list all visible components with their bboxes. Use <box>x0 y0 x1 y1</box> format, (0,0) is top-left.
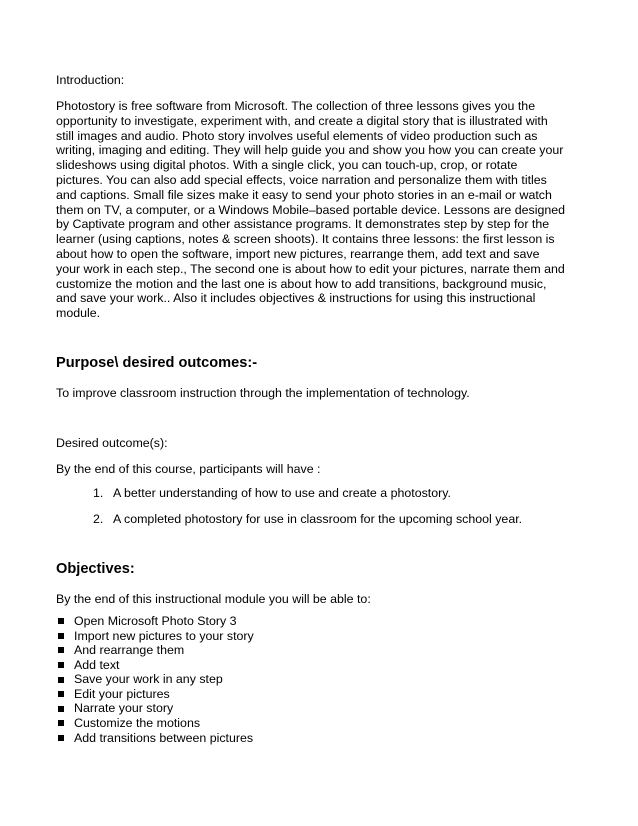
purpose-title: Purpose\ desired outcomes:- <box>56 355 258 371</box>
list-item <box>56 687 254 702</box>
objective-text: Customize the motions <box>74 716 201 731</box>
square-bullet-icon <box>58 677 64 683</box>
list-item <box>56 658 254 673</box>
introduction-paragraph: Photostory is free software from Microsoft. The collection of three lessons gives you the opportunity to investigate, experiment with, and create a digital story that is illustrated with still images and audio. Photo story involves useful elements of video production such as writing, imaging and editing. They will help guide you and show you how you can create your slideshows using digital photos. With a single click, you can touch-up, crop, or rotate pictures. You can also add special effects, voice narration and personalize them with titles and captions. Small file sizes make it easy to send your photo stories in an e-mail or watch them on TV, a computer, or a Windows Mobile–based portable device. Lessons are designed by Captivate program and other assistance programs. It demonstrates step by step for the learner (using captions, notes & screen shoots). It contains three lessons: the first lesson is about how to open the software, import new pictures, rearrange them, add text and save your work in each step., The second one is about how to edit your pictures, narrate them and customize the motion and the last one is about how to add transitions, background music, and save your work.. Also it includes objectives & instructions for using this instructional module. <box>56 99 566 321</box>
objective-text: Add text <box>74 657 120 672</box>
objective-text: Save your work in any step <box>74 672 223 687</box>
list-item <box>56 614 254 629</box>
outcomes-list <box>93 486 522 538</box>
square-bullet-icon <box>58 706 64 712</box>
objective-text: Import new pictures to your story <box>74 628 254 643</box>
objective-text: Edit your pictures <box>74 686 170 701</box>
outcome-text: A completed photostory for use in classroom for the upcoming school year. <box>113 512 523 526</box>
square-bullet-icon <box>58 720 64 726</box>
square-bullet-icon <box>58 691 64 697</box>
objective-text: Open Microsoft Photo Story 3 <box>74 613 237 628</box>
list-item <box>56 716 254 731</box>
outcome-number: 2. <box>93 512 104 526</box>
square-bullet-icon <box>58 647 64 653</box>
purpose-text: To improve classroom instruction through the implementation of technology. <box>56 386 470 400</box>
objective-text: Narrate your story <box>74 701 174 716</box>
square-bullet-icon <box>58 662 64 668</box>
objectives-lead: By the end of this instructional module you will be able to: <box>56 592 371 606</box>
outcome-item <box>93 512 522 538</box>
square-bullet-icon <box>58 633 64 639</box>
objectives-list <box>56 614 254 745</box>
desired-outcomes-lead: By the end of this course, participants will have : <box>56 462 321 476</box>
square-bullet-icon <box>58 735 64 741</box>
outcome-text: A better understanding of how to use and create a photostory. <box>113 486 451 500</box>
desired-outcomes-heading: Desired outcome(s): <box>56 436 168 450</box>
list-item <box>56 643 254 658</box>
list-item <box>56 702 254 717</box>
square-bullet-icon <box>58 618 64 624</box>
list-item <box>56 672 254 687</box>
list-item <box>56 629 254 644</box>
introduction-heading: Introduction: <box>56 73 125 87</box>
objective-text: And rearrange them <box>74 643 185 658</box>
objective-text: Add transitions between pictures <box>74 730 254 745</box>
list-item <box>56 731 254 746</box>
objectives-title: Objectives: <box>56 561 135 577</box>
outcome-item <box>93 486 522 512</box>
outcome-number: 1. <box>93 486 104 500</box>
